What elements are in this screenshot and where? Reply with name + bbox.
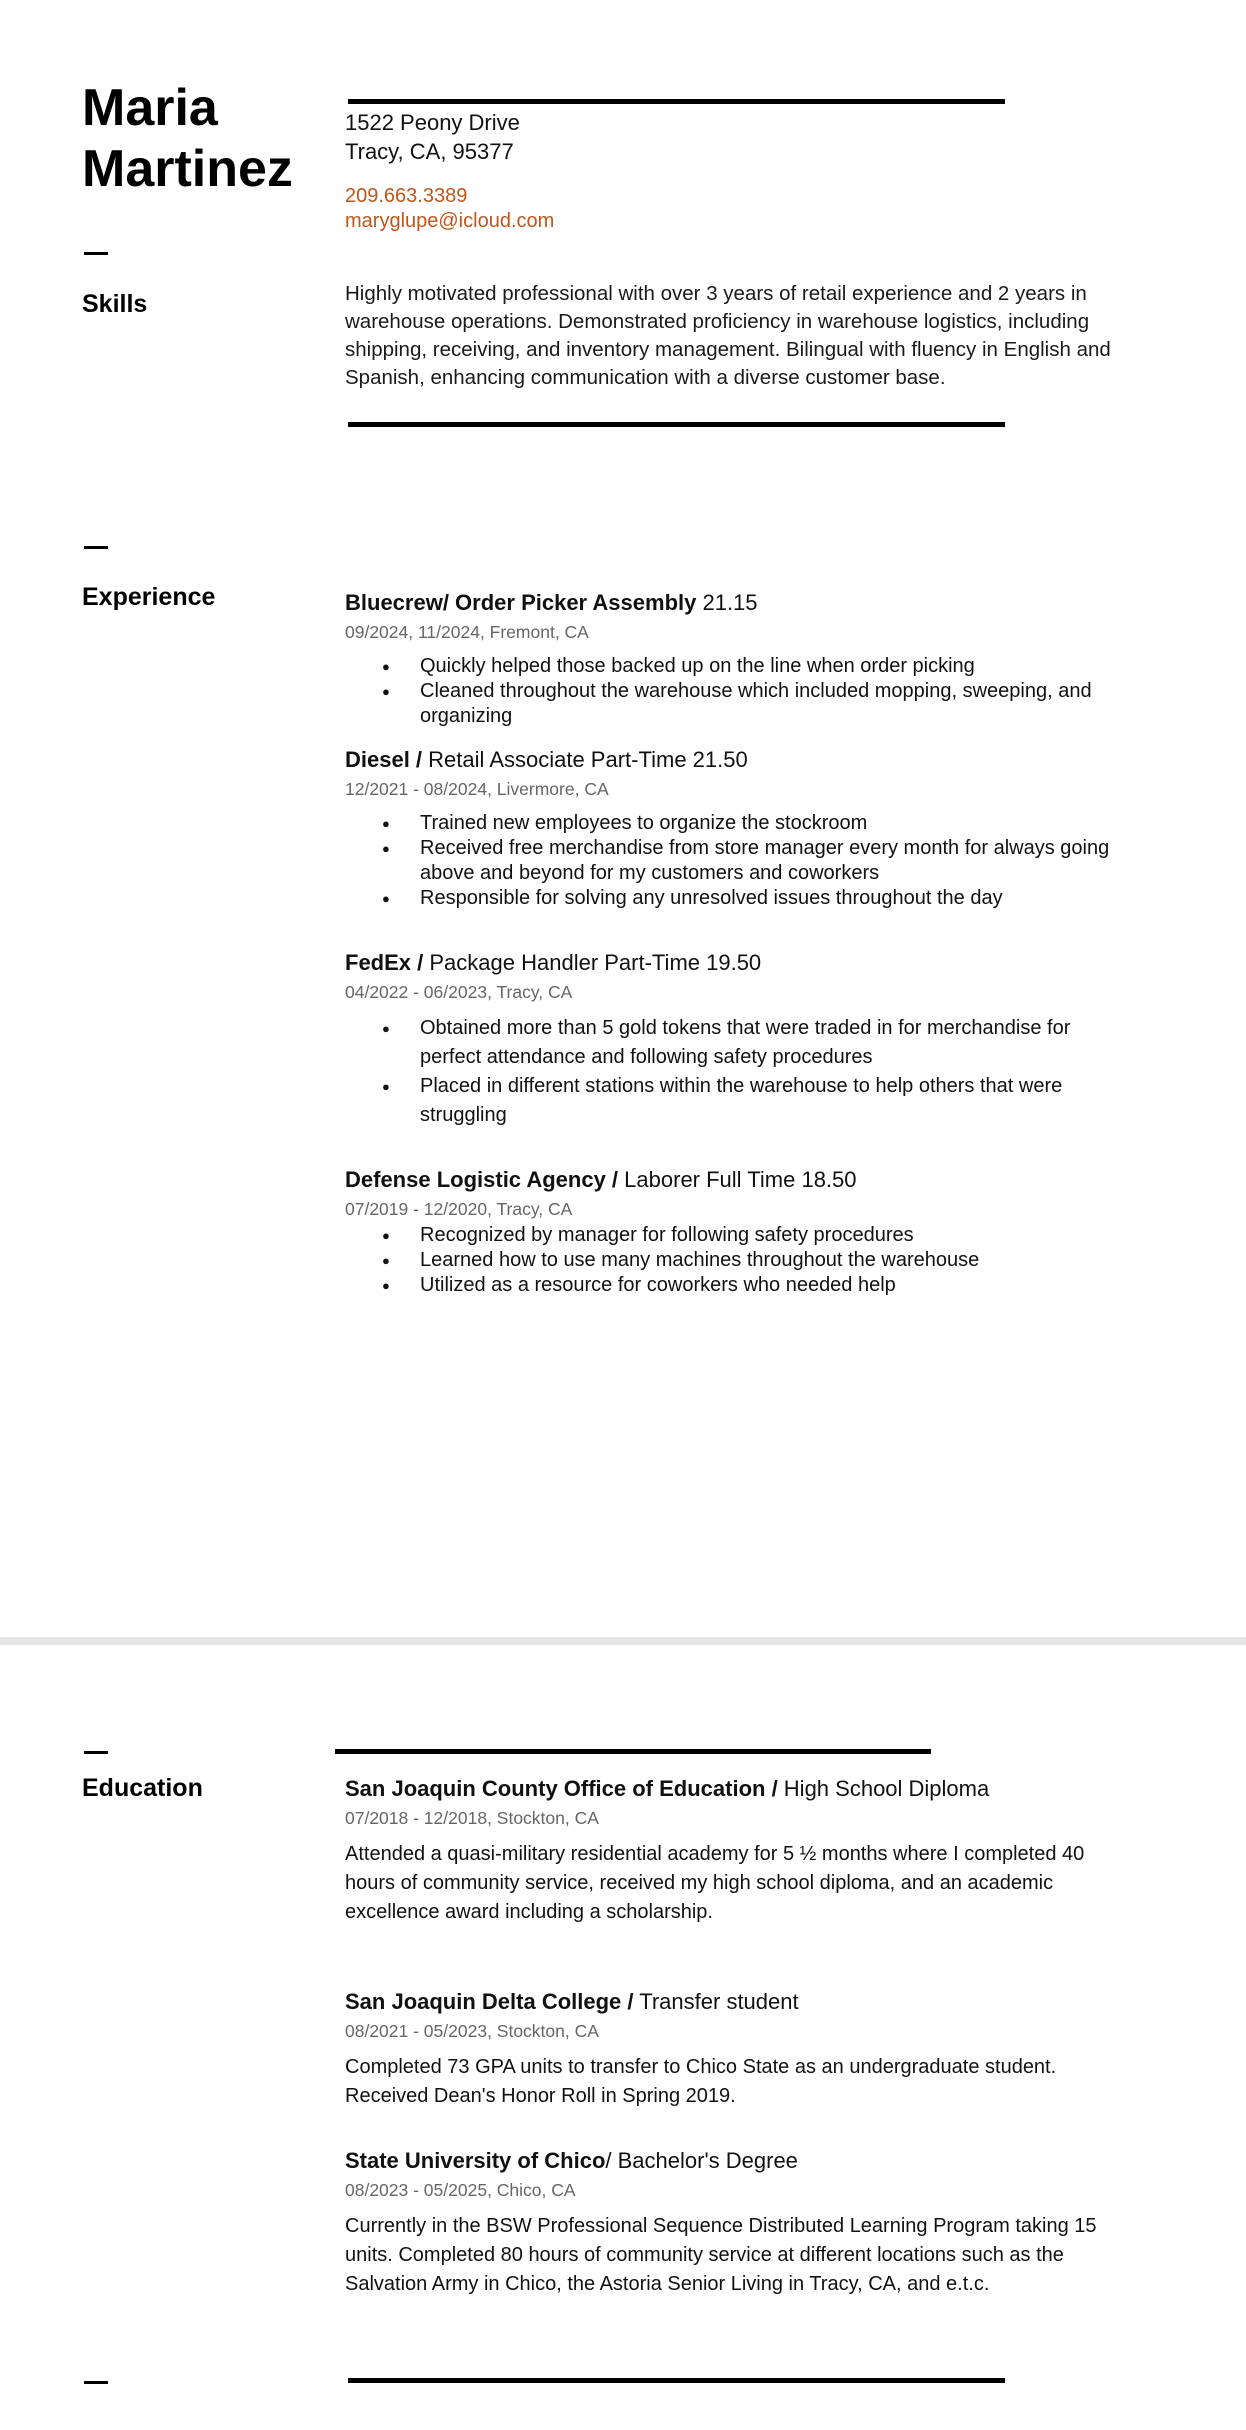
education-entry <box>345 1774 1125 1927</box>
job-bullet: ● Responsible for solving any unresolved issues throughout the day <box>420 886 1125 911</box>
education-description: Completed 73 GPA units to transfer to Chico State as an undergraduate student. Received Dean's Honor Roll in Spring 2019. <box>345 2056 1057 2107</box>
job-bullet: ● Learned how to use many machines throughout the warehouse <box>420 1248 1125 1273</box>
school-name: State University of Chico <box>345 2148 606 2173</box>
job-title <box>345 1165 1125 1195</box>
education-dates-location: 08/2023 - 05/2025, Chico, CA <box>345 2180 576 2200</box>
job-bullets <box>345 1014 1125 1130</box>
education-entry <box>345 1987 1125 2111</box>
section-dash <box>84 2381 108 2384</box>
job-company: Defense Logistic Agency / <box>345 1167 619 1192</box>
job-role: Package Handler Part-Time 19.50 <box>429 950 762 975</box>
first-name: Maria <box>82 79 218 137</box>
job-bullets <box>345 811 1125 911</box>
school-name: San Joaquin Delta College / <box>345 1989 634 2014</box>
degree: High School Diploma <box>783 1776 990 1801</box>
education-description: Attended a quasi-military residential academy for 5 ½ months where I completed 40 hours of community service, received my high school diploma, and an academic excellence award including a scholarship. <box>345 1843 1085 1923</box>
education-description: Currently in the BSW Professional Sequence Distributed Learning Program taking 15 units. Completed 80 hours of community service at different locations such as the Salvation Army in Chico, the Astoria Senior Living in Tracy, CA, and e.t.c. <box>345 2215 1097 2295</box>
experience-heading: Experience <box>82 583 216 611</box>
header-rule <box>348 99 1005 104</box>
job-bullet: ● Placed in different stations within the warehouse to help others that were struggling <box>420 1072 1125 1130</box>
address-line-2: Tracy, CA, 95377 <box>345 139 514 164</box>
footer-rule <box>348 2378 1005 2383</box>
job-bullet: ● Obtained more than 5 gold tokens that were traded in for merchandise for perfect attendance and following safety procedures <box>420 1014 1125 1072</box>
job-dates-location: 12/2021 - 08/2024, Livermore, CA <box>345 779 609 799</box>
job-dates-location: 04/2022 - 06/2023, Tracy, CA <box>345 982 573 1002</box>
school-name: San Joaquin County Office of Education / <box>345 1776 784 1801</box>
job-bullet: ● Cleaned throughout the warehouse which included mopping, sweeping, and organizing <box>420 679 1125 729</box>
education-dates-location: 07/2018 - 12/2018, Stockton, CA <box>345 1808 599 1828</box>
address-block <box>345 108 520 166</box>
job-title <box>345 745 1125 775</box>
education-heading: Education <box>82 1774 203 1802</box>
section-dash <box>84 252 108 255</box>
job-bullets <box>345 654 1125 729</box>
candidate-name <box>82 78 293 200</box>
job-bullet: ● Received free merchandise from store manager every month for always going above and beyond for my customers and coworkers <box>420 836 1125 886</box>
education-title <box>345 1987 1125 2017</box>
job-title <box>345 948 1125 978</box>
degree: Transfer student <box>639 1989 799 2014</box>
contact-block <box>345 184 554 234</box>
section-dash <box>84 1751 108 1754</box>
job-bullet: ● Utilized as a resource for coworkers who needed help <box>420 1273 1125 1298</box>
job-bullet: ● Trained new employees to organize the stockroom <box>420 811 1125 836</box>
job-entry <box>345 948 1125 1130</box>
skills-heading: Skills <box>82 290 148 318</box>
phone-number[interactable]: 209.663.3389 <box>345 185 468 207</box>
job-entry <box>345 745 1125 911</box>
job-entry <box>345 1165 1125 1298</box>
job-title <box>345 588 1125 618</box>
job-company: Diesel / <box>345 747 423 772</box>
degree: / Bachelor's Degree <box>605 2148 798 2173</box>
address-line-1: 1522 Peony Drive <box>345 110 520 135</box>
page-separator <box>0 1637 1246 1645</box>
job-role: Laborer Full Time 18.50 <box>624 1167 857 1192</box>
job-dates-location: 09/2024, 11/2024, Fremont, CA <box>345 622 589 642</box>
education-title <box>345 1774 1125 1804</box>
last-name: Martinez <box>82 140 293 198</box>
job-bullet: ● Quickly helped those backed up on the line when order picking <box>420 654 1125 679</box>
skills-summary: Highly motivated professional with over 3 years of retail experience and 2 years in warehouse operations. Demonstrated proficiency in warehouse logistics, including shipping, receiving, and inventory management. Bilingual with fluency in English and Spanish, enhancing communication with a diverse customer base. <box>345 282 1111 389</box>
education-title <box>345 2146 1125 2176</box>
job-role: 21.15 <box>696 590 758 615</box>
job-dates-location: 07/2019 - 12/2020, Tracy, CA <box>345 1199 573 1219</box>
skills-rule <box>348 422 1005 427</box>
education-entry <box>345 2146 1125 2299</box>
email-link[interactable]: maryglupe@icloud.com <box>345 210 555 232</box>
section-dash <box>84 546 108 549</box>
job-entry <box>345 588 1125 729</box>
job-bullets <box>345 1223 1125 1298</box>
job-company: FedEx / <box>345 950 424 975</box>
job-role: Retail Associate Part-Time 21.50 <box>428 747 748 772</box>
education-dates-location: 08/2021 - 05/2023, Stockton, CA <box>345 2021 599 2041</box>
job-bullet: ● Recognized by manager for following safety procedures <box>420 1223 1125 1248</box>
job-company: Bluecrew/ Order Picker Assembly <box>345 590 697 615</box>
education-rule <box>335 1749 931 1754</box>
